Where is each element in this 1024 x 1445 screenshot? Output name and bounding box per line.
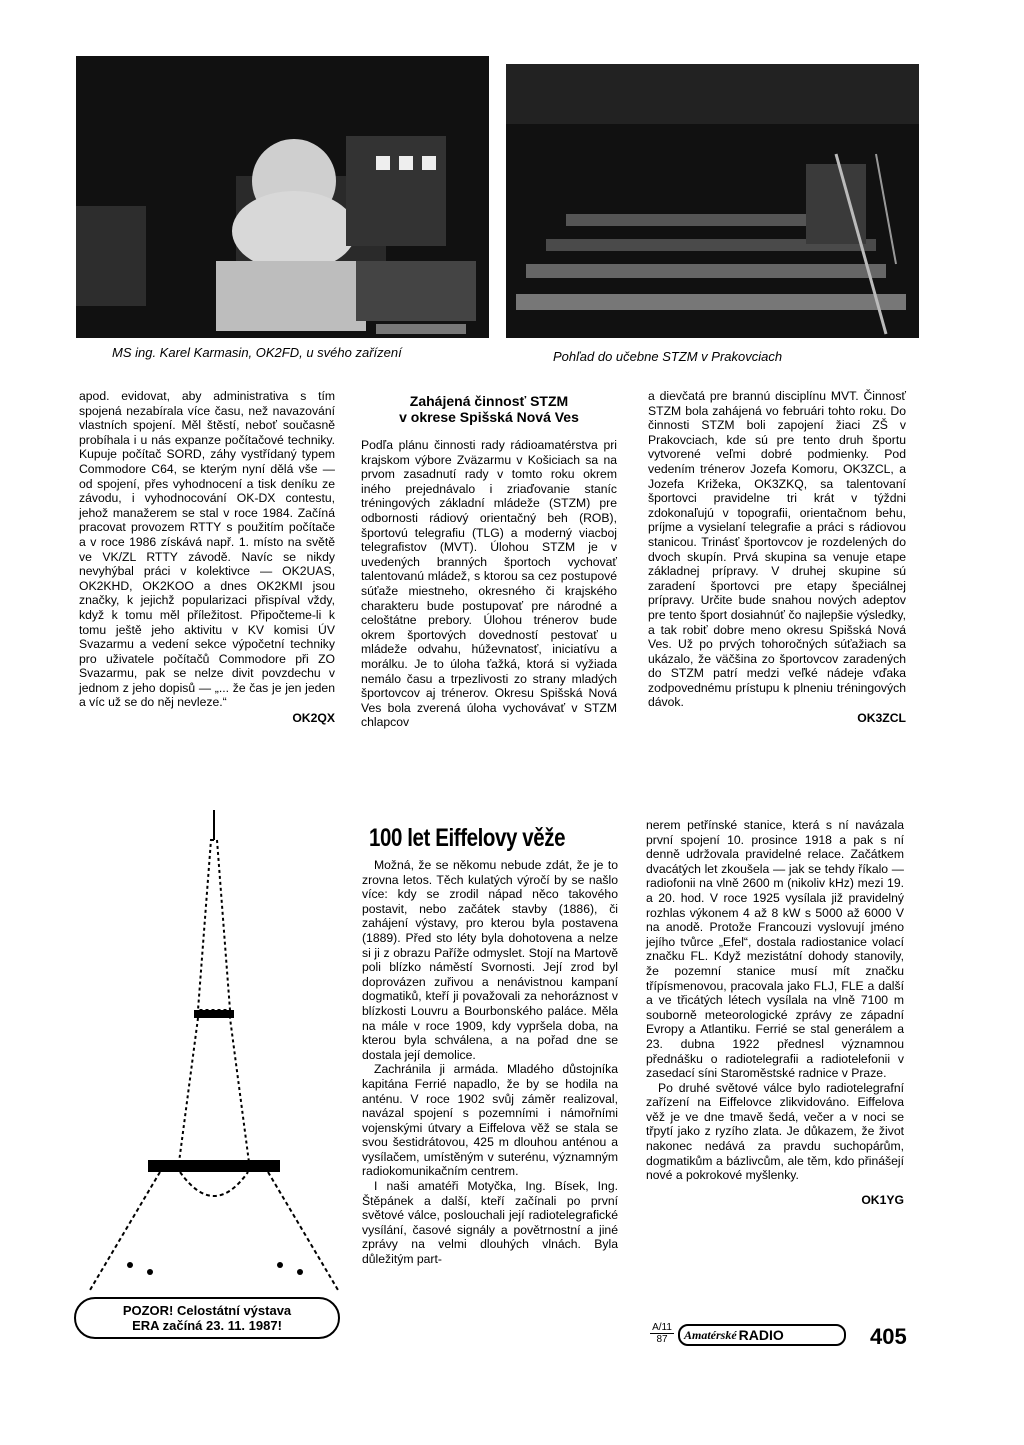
eiffel-paragraph-3: I naši amatéři Motyčka, Ing. Bísek, Ing. Štěpánek a další, kteří začínali po první světové válce, poslouchali její radiotelegrafické vysílání, časové signály a povětrnostní a jiné zprávy na velmi dlouhých vlnách. Byla důležitým part-	[362, 1179, 618, 1267]
author-signature-ok3zcl: OK3ZCL	[857, 711, 906, 726]
issue-number-top: A/11	[650, 1322, 674, 1334]
photo-classroom	[506, 64, 919, 338]
stzm-heading-line1: Zahájená činnosť STZM	[409, 393, 569, 409]
exhibition-banner-line2: ERA začíná 23. 11. 1987!	[132, 1318, 282, 1333]
photo-left-caption: MS ing. Karel Karmasin, OK2FD, u svého zařízení	[112, 345, 402, 360]
photo-operator-station-image	[76, 56, 489, 338]
photo-right-caption: Pohľad do učebne STZM v Prakovciach	[553, 349, 783, 364]
article-column-3	[648, 389, 906, 726]
eiffel-article-right	[646, 818, 904, 1207]
stzm-article-continued: a dievčatá pre brannú disciplínu MVT. Činnosť STZM bola zahájená vo februári tohto roku. Do činnosti STZM boli zapojení žiaci ZŠ v Prakovciach, kde sú pre tento druh športu vytvorené veľmi dobré podmienky. Pod vedením trénerov Jozefa Komoru, OK3ZCL, a Jozefa Križeka, OK3ZKQ, sa talentovaní športovci pravidelne tri krát v týždni zdokonaľujú v topografii, orientačnom behu, príjme a vysielaní telegrafie a práci s rádiovou stanicou. Trinásť športovcov je rozdelených do dvoch skupín. Prvá skupina sa venuje etape základnej prípravy. V druhej skupine sú zaradení športovci pre etapy špeciálnej prípravy. Určite bude snahou nových adeptov pre tento šport dosiahnúť čo najlepšie výsledky, a tak robiť dobre meno okresu Spišská Nová Ves. Už po prvých tohoročných súťažiach sa ukázalo, že väčšina zo športovcov zaradených do STZM patrí medzi veľké nádeje vďaka zodpovednému prístupu k plneniu tréningových dávok.	[648, 389, 906, 710]
author-signature-ok2qx: OK2QX	[292, 711, 335, 726]
eiffel-paragraph-5: Po druhé světové válce bylo radiotelegrafní zařízení na Eiffelovce zlikvidováno. Eiffelova věž je ve dne tmavě šedá, večer a v noci se třpytí jako z ryzího zlata. Je důkazem, že život nakonec nedává za pravdu suchopárům, dogmatikům a bázlivcům, ale těm, kdo přinášejí nové a pokrokové myšlenky.	[646, 1080, 904, 1183]
eiffel-article-middle	[362, 858, 618, 1267]
eiffel-tower-illustration	[70, 810, 360, 1300]
author-signature-ok1yg: OK1YG	[861, 1192, 904, 1207]
logo-radio-text: RADIO	[738, 1327, 784, 1343]
stzm-article-text: Podľa plánu činnosti rady rádioamatérstva pri krajskom výbore Zväzarmu v Košiciach sa na prvom zasadnutí rady v tomto roku okrem iného prejednávalo i zriaďovanie staníc tréningových základní mládeže (STZM) pre odbornosti rádiový orientačný beh (ROB), športovú telegrafiu (TLG) a moderný viacboj telegrafistov (MVT). Úlohou STZM je v uvedených branných športoch vychovať talentovanú mládež, s ktorou sa cez postupové súťaže miestneho, okresného či krajského charakteru bude postupovať pre národné a celoštátne prebory. Úlohou trénerov bude okrem športových dovedností pestovať u mládeže odvahu, húževnatosť, iniciatívu a morálku. Je to úloha ťažká, ktorá si vyžiada nemálo času a trpezlivosti zo strany mladých športovcov aj trénerov. Okresu Spišská Nová Ves bola zverená úloha vychovávať v STZM chlapcov	[361, 438, 617, 730]
issue-number	[650, 1322, 674, 1345]
eiffel-paragraph-2: Zachránila ji armáda. Mladého důstojníka kapitána Ferrié napadlo, že by se hodila na anténu. V roce 1902 svůj záměr realizoval, navázal spojení s pozemními i námořními vojenskými útvary a Eiffelova věž se stala se svou šestidrátovou, 425 m dlouhou anténou a vysílačem, umístěným v suterénu, významným radiokomunikačním centrem.	[362, 1062, 618, 1179]
eiffel-article-title: 100 let Eiffelovy věže	[369, 824, 566, 852]
exhibition-banner	[74, 1297, 340, 1339]
photo-classroom-image	[506, 64, 919, 338]
stzm-heading-line2: v okrese Spišská Nová Ves	[399, 409, 579, 425]
article-col1-text: apod. evidovat, aby administrativa s tím spojená nezabírala více času, než navazování vlastních spojení. Měl štěstí, neboť současně probíhala i u nás expanze počítačové techniky. Kupuje počítač SORD, záhy vystřídaný typem Commodore C64, se kterým nyní dělá vše — od spojení, přes vyhodnocení a tisk deníku ze závodu, i vyhodnocování OK-DX contestu, jehož manažerem se stal v roce 1984. Začíná pracovat provozem RTTY s použitím počítače a v roce 1986 získává např. 1. místo na světě ve VK/ZL RTTY závodě. Navíc se nikdy nevyhýbal práci v kolektivce — OK2UAS, OK2KHD, OK2KOO a dnes OK2KMI jsou značky, k jejichž popularizaci přispíval vždy, když k tomu měl příležitost. Připočteme-li k tomu ještě jeho aktivitu v KV komisi ÚV Svazarmu a vedení sekce výpočetní techniky pro uživatele počítačů Commodore při ZO Svazarmu, pak se nelze divit povzdechu v jednom z jeho dopisů — „... že čas je jen jeden a víc už se do něj nevleze.“	[79, 389, 335, 710]
photo-operator-station	[76, 56, 489, 338]
page-number: 405	[870, 1324, 907, 1349]
article-column-2	[361, 393, 617, 730]
issue-number-bottom: 87	[656, 1334, 668, 1345]
eiffel-tower-icon	[70, 810, 360, 1300]
logo-script-text: Amatérské	[684, 1328, 737, 1342]
eiffel-paragraph-4: nerem petřínské stanice, která s ní navázala první spojení 10. prosince 1918 a pak s ní denně udržovala pravidelné relace. Začátkem dvacátých let zkoušela — jak se tehdy říkalo — radiofonii na vlně 2600 m (nikoliv kHz) mezi 19. a 20. hod. V roce 1925 vysílala již pravidelný rozhlas výkonem 4 až 8 kW s 5000 až 6000 V na anodě. Protože Francouzi vyslovují jméno jejího tvůrce „Efel“, dostala radiostanice volací značku FL. Když mezistátní dohody stanovily, že pozemní stanice musí mít značku třípísmenovou, pracovala jako FLJ, FLE a další a ve třicátých létech vysílala na vlně 7100 m souborně meteorologické zprávy ze západní Evropy a Atlantiku. Ferrié se stal generálem a 23. dubna 1922 přednesl významnou přednášku o radiotelegrafii a radiotelefonii v zasedací síni Staroměstské radnice v Praze.	[646, 818, 904, 1081]
exhibition-banner-line1: POZOR! Celostátní výstava	[122, 1303, 292, 1318]
amaterske-radio-logo	[678, 1324, 846, 1346]
article-column-1	[79, 389, 335, 726]
eiffel-paragraph-1: Možná, že se někomu nebude zdát, že je to zrovna letos. Těch kulatých výročí by se našlo více: kdy se zrodil nápad něco takového postavit, nebo začátek stavby (1886), či zahájení výstavy, pro kterou byla postavena (1889). Před sto léty byla dohotovena a nelze si ji z obrazu Paříže odmyslet. Stojí na Martově poli blízko náměstí Svornosti. Její zrod byl doprovázen zuřivou a nenávistnou kampaní dogmatiků, kteří ji považovali za nehoráznost v blízkosti Louvru a Bourbonského paláce. Měla na mále v roce 1909, kdy vypršela doba, na kterou byla schválena, a na pořad dne se dostala její demolice.	[362, 858, 618, 1062]
